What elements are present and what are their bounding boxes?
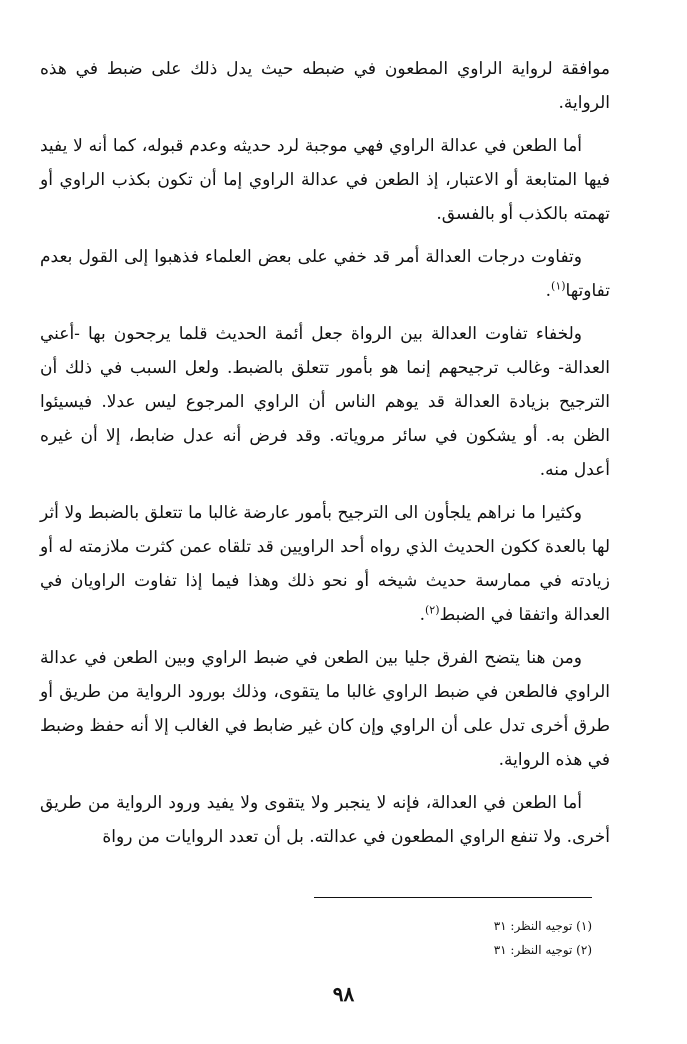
body-text <box>40 52 610 863</box>
paragraph-1: موافقة لرواية الراوي المطعون في ضبطه حيث يدل ذلك على ضبط في هذه الرواية. <box>40 59 610 113</box>
paragraph-3: وتفاوت درجات العدالة أمر قد خفي على بعض العلماء فذهبوا إلى القول بعدم تفاوتها$^{(١)}$. <box>40 247 610 301</box>
footnote-1: (١) توجيه النظر: ٣١ <box>493 919 592 933</box>
footnote-divider <box>314 897 592 898</box>
paragraph-2: أما الطعن في عدالة الراوي فهي موجبة لرد حديثه وعدم قبوله، كما أنه لا يفيد فيها المتابعة أو الاعتبار، إذ الطعن في عدالة الراوي إما أن تكون بكذب الراوي أو تهمته بالكذب أو بالفسق. <box>40 136 610 224</box>
paragraph-4: ولخفاء تفاوت العدالة بين الرواة جعل أئمة الحديث قلما يرجحون بها -أعني العدالة- وغالب ترجيحهم إنما هو بأمور تتعلق بالضبط. ولعل السبب في ذلك أن الترجيح بزيادة العدالة قد يوهم الناس أن الراوي المرجوع ليس عدلا. فيسيئوا الظن به. أو يشكون في سائر مروياته. وقد فرض أنه عدل ضابط، إلا أن غيره أعدل منه. <box>40 324 610 480</box>
paragraph-5: وكثيرا ما نراهم يلجأون الى الترجيح بأمور عارضة غالبا ما تتعلق بالضبط ولا أثر لها بالعدة ككون الحديث الذي رواه أحد الراويين قد تلقاه عمن كثرت ملازمته له أو زيادته في ممارسة حديث شيخه أو نحو ذلك وهذا فيما إذا تفاوت الراويان في العدالة واتفقا في الضبط$^{(٢)}$. <box>40 503 610 625</box>
paragraph-3-text: وتفاوت درجات العدالة أمر قد خفي على بعض العلماء فذهبوا إلى القول بعدم تفاوتها <box>40 247 610 301</box>
paragraph-5-text: وكثيرا ما نراهم يلجأون الى الترجيح بأمور عارضة غالبا ما تتعلق بالضبط ولا أثر لها بالعدة ككون الحديث الذي رواه أحد الراويين قد تلقاه عمن كثرت ملازمته له أو زيادته في ممارسة حديث شيخه أو نحو ذلك وهذا فيما إذا تفاوت الراويان في العدالة واتفقا في الضبط <box>40 503 610 625</box>
footnote-2: (٢) توجيه النظر: ٣١ <box>493 943 592 957</box>
footnote-ref-2: (٢) <box>424 603 440 617</box>
paragraph-6: ومن هنا يتضح الفرق جليا بين الطعن في ضبط الراوي وبين الطعن في عدالة الراوي فالطعن في ضبط الراوي غالبا ما يتقوى، وذلك بورود الرواية من طريق أو طرق أخرى تدل على أن الراوي وإن كان غير ضابط في الغالب إلا أنه حفظ وضبط في هذه الرواية. <box>40 648 610 770</box>
footnote-ref-1: (١) <box>551 279 566 293</box>
page-number: ٩٨ <box>332 982 355 1006</box>
footnotes <box>300 914 592 962</box>
paragraph-7: أما الطعن في العدالة، فإنه لا ينجبر ولا يتقوى ولا يفيد ورود الرواية من طريق أخرى. ولا تنفع الراوي المطعون في عدالته. بل أن تعدد الروايات من رواة <box>40 793 610 847</box>
